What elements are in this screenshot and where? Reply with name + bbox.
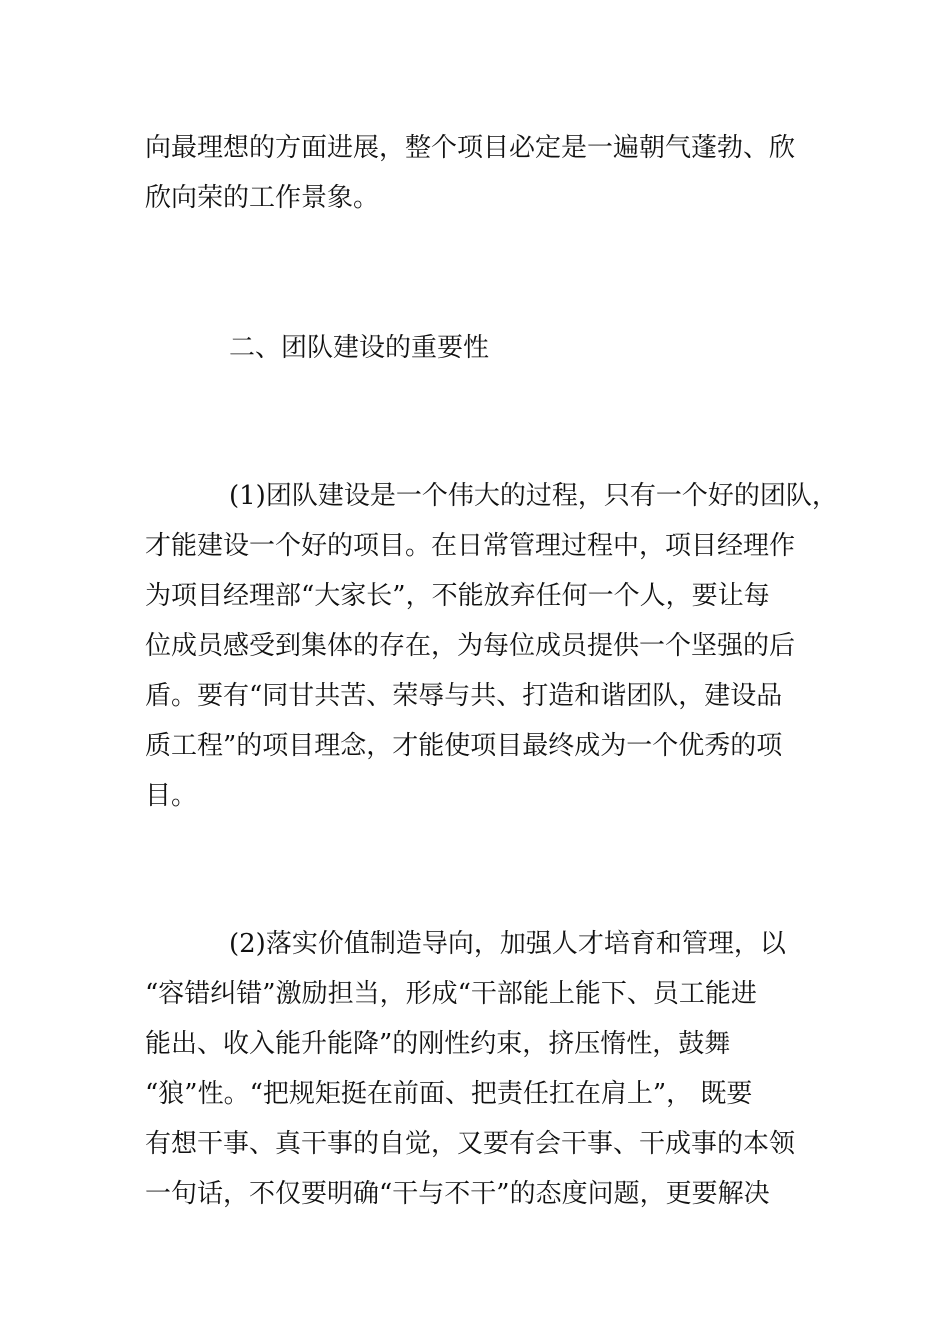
intro-line: 欣向荣的工作景象。	[145, 183, 380, 213]
section-heading: 二、团队建设的重要性	[229, 333, 490, 363]
paragraph-1-line: 位成员感受到集体的存在，为每位成员提供一个坚强的后	[145, 631, 796, 661]
paragraph-1-line: 目。	[145, 781, 198, 811]
paragraph-2-line: 能出、收入能升能降”的刚性约束，挤压惰性，鼓舞	[145, 1029, 731, 1059]
paragraph-2-line: “容错纠错”激励担当，形成“干部能上能下、员工能进	[145, 979, 757, 1009]
paragraph-2-line: 一句话，不仅要明确“干与不干”的态度问题，更要解决	[145, 1179, 770, 1209]
paragraph-1-line: 盾。要有“同甘共苦、荣辱与共、打造和谐团队，建设品	[145, 681, 783, 711]
paragraph-1-line: 为项目经理部“大家长”，不能放弃任何一个人，要让每	[145, 581, 770, 611]
paragraph-1-line: 质工程”的项目理念，才能使项目最终成为一个优秀的项	[145, 731, 783, 761]
paragraph-2-line: 有想干事、真干事的自觉，又要有会干事、干成事的本领	[145, 1129, 796, 1159]
paragraph-2-line: (2)落实价值制造导向，加强人才培育和管理，以	[229, 929, 786, 959]
intro-line: 向最理想的方面进展，整个项目必定是一遍朝气蓬勃、欣	[145, 133, 796, 163]
paragraph-1-line: (1)团队建设是一个伟大的过程，只有一个好的团队，	[229, 481, 838, 511]
paragraph-2-line: “狼”性。“把规矩挺在前面、把责任扛在肩上”， 既要	[145, 1079, 753, 1109]
paragraph-1-line: 才能建设一个好的项目。在日常管理过程中，项目经理作	[145, 531, 796, 561]
